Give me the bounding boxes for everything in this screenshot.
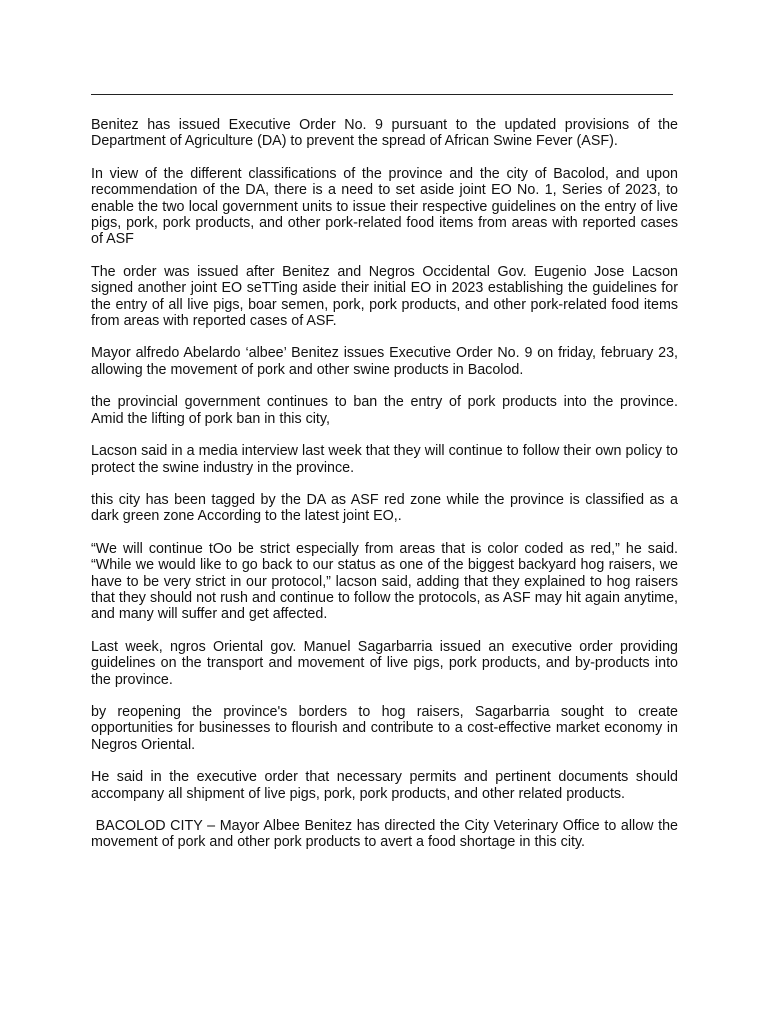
document-page — [91, 94, 682, 867]
paragraph-4: Mayor alfredo Abelardo ‘albee’ Benitez issues Executive Order No. 9 on friday, february 23, allowing the movement of pork and other swine products in Bacolod. — [91, 345, 682, 378]
header-rule — [91, 94, 673, 95]
paragraph-8: “We will continue tOo be strict especially from areas that is color coded as red,” he said. “While we would like to go back to our status as one of the biggest backyard hog raisers, we have to be very strict in our protocol,” lacson said, adding that they explained to hog raisers that they should not rush and continue to follow the protocols, as ASF may hit again anytime, and many will suffer and get affected. — [91, 540, 682, 623]
paragraph-6: Lacson said in a media interview last week that they will continue to follow their own policy to protect the swine industry in the province. — [91, 443, 682, 476]
paragraph-1: Benitez has issued Executive Order No. 9 pursuant to the updated provisions of the Department of Agriculture (DA) to prevent the spread of African Swine Fever (ASF). — [91, 117, 682, 150]
paragraph-3: The order was issued after Benitez and Negros Occidental Gov. Eugenio Jose Lacson signed another joint EO seTTing aside their initial EO in 2023 establishing the guidelines for the entry of all live pigs, boar semen, pork, pork products, and other pork-related food items from areas with reported cases of ASF. — [91, 263, 682, 330]
paragraph-2: In view of the different classifications of the province and the city of Bacolod, and upon recommendation of the DA, there is a need to set aside joint EO No. 1, Series of 2023, to enable the two local government units to issue their respective guidelines on the entry of live pigs, pork, pork products, and other pork-related food items from areas with reported cases of ASF — [91, 165, 682, 248]
paragraph-10: by reopening the province's borders to hog raisers, Sagarbarria sought to create opportunities for businesses to flourish and contribute to a cost-effective market economy in Negros Oriental. — [91, 703, 682, 753]
paragraph-7: this city has been tagged by the DA as ASF red zone while the province is classified as a dark green zone According to the latest joint EO,. — [91, 491, 682, 525]
paragraph-11: He said in the executive order that necessary permits and pertinent documents should accompany all shipment of live pigs, pork, pork products, and other related products. — [91, 769, 682, 802]
paragraph-9: Last week, ngros Oriental gov. Manuel Sagarbarria issued an executive order providing guidelines on the transport and movement of live pigs, pork products, and by-products into the province. — [91, 638, 682, 688]
paragraph-5: the provincial government continues to ban the entry of pork products into the province. Amid the lifting of pork ban in this city, — [91, 394, 682, 427]
paragraph-12: BACOLOD CITY – Mayor Albee Benitez has directed the City Veterinary Office to allow the movement of pork and other pork products to avert a food shortage in this city. — [91, 818, 682, 851]
